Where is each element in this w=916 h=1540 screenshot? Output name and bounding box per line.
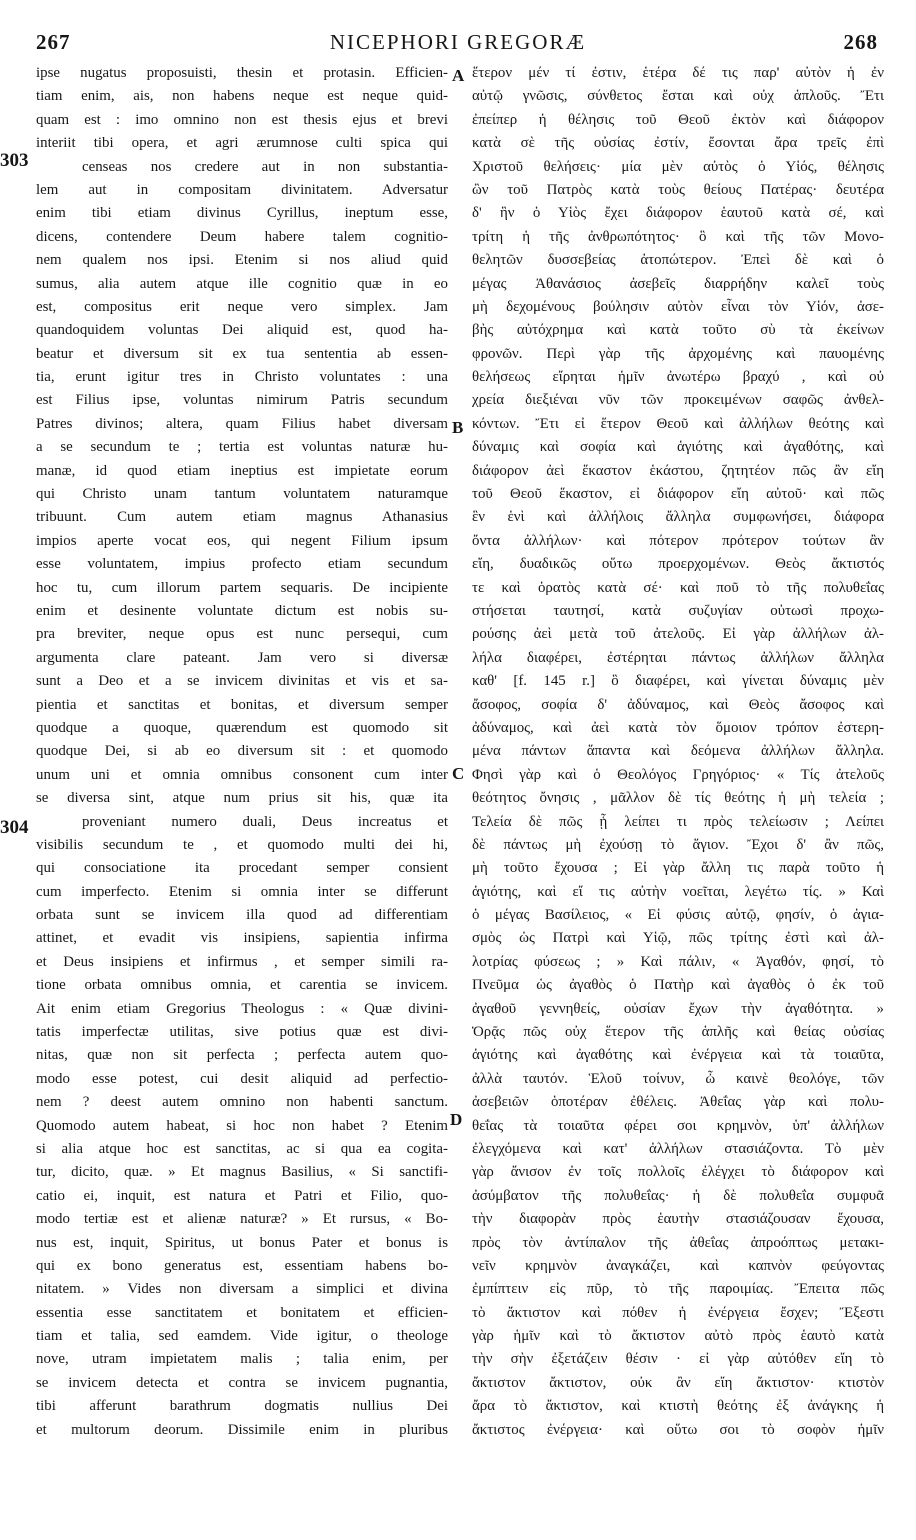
text-line: ρούσης ἀεὶ μετὰ τοῦ ἀτελοῦς. Εἰ γὰρ ἀλλήλων ἀλ- xyxy=(472,626,884,643)
text-line: nem ? deest autem omnino non habenti sanctum. xyxy=(36,1094,448,1111)
text-line: φρονῶν. Περὶ γὰρ τῆς ἀρχομένης καὶ παυομένης xyxy=(472,345,884,362)
text-line: proveniant numero duali, Deus increatus et xyxy=(82,813,448,830)
running-title: NICEPHORI GREGORÆ xyxy=(329,30,587,54)
text-line: δὲ πάντως μὴ ἐχούσῃ τὸ ἅγιον. Ἔχοι δ' ἂν πῶς, xyxy=(472,836,884,853)
text-line: λοτρίας φύσεως ; » Καὶ πάλιν, « Ἀγαθόν, φησί, τὸ xyxy=(472,953,884,970)
text-line: Φησὶ γὰρ καὶ ὁ Θεολόγος Γρηγόριος· « Τίς ἀτελοῦς xyxy=(472,766,884,783)
text-line: ἐλεγχόμενα καὶ κατ' ἀλλήλων στασιάζοντα. Τὸ μὲν xyxy=(472,1140,884,1157)
text-line: διάφορον ἀεὶ ἕκαστον ἑκάστου, ζητητέον πῶς ἂν εἴη xyxy=(472,462,884,479)
text-line: tia, erunt igitur tres in Christo voluntates : una xyxy=(36,369,448,386)
text-line: enim tibi etiam divinus Cyrillus, ineptum esse, xyxy=(36,205,448,222)
text-line: θελητῶν δυσσεβείας ἀτοπώτερον. Ἐπεὶ δὲ καὶ ὁ xyxy=(472,252,884,269)
text-line: nitatem. » Vides non diversam a simplici et divina xyxy=(36,1281,448,1298)
text-line: μὴ τοῦτο ἔχουσα ; Εἰ γὰρ ἄλλη τις παρὰ τοῦτο ἡ xyxy=(472,860,884,877)
text-line: Πνεῦμα ὡς ἀγαθὸς ὁ Πατὴρ καὶ ἀγαθὸς ὁ ἐκ τοῦ xyxy=(472,977,884,994)
text-line: λήλα διαφέρει, ἐστέρηται πάντως ἀλλήλων ἄλληλα xyxy=(472,649,884,666)
text-line: αὐτῷ γνῶσις, σύνθετος ἔσται καὶ οὐχ ἁπλοῦς. Ἔτι xyxy=(472,88,884,105)
text-line: στήσεται ταυτησί, κατὰ συζυγίαν οὑτωσὶ προχω- xyxy=(472,602,884,619)
text-line: Quomodo autem habeat, si hoc non habet ? Etenim xyxy=(36,1117,448,1134)
text-line: est Filius ipse, voluntas nimirum Patris secundum xyxy=(36,392,448,409)
text-line: ἀλλὰ ταυτόν. Ἑλοῦ τοίνυν, ὦ καινὲ θεολόγε, τῶν xyxy=(472,1070,884,1087)
text-line: ὁ μέγας Βασίλειος, « Εἰ φύσις αὐτῷ, φησίν, ὁ ἁγια- xyxy=(472,907,884,924)
text-line: ἄκτιστος ἐνέργεια· καὶ οὕτω σοι τὸ σοφὸν ἡμῖν xyxy=(472,1421,884,1438)
text-line: tribuunt. Cum autem etiam magnus Athanasius xyxy=(36,509,448,526)
text-line: ἓν ἑνὶ καὶ ἀλλήλοις ἄλληλα συμφωνήσει, διάφορα xyxy=(472,509,884,526)
text-line: ἀγαθοῦ γεννηθείς, οὐσίαν ἔχων τὴν ἀγαθότητα. » xyxy=(472,1000,884,1017)
text-line: ἀδύναμος, καὶ ἀεὶ κατὰ τὸν ὅμοιον τρόπον ἐστερη- xyxy=(472,719,884,736)
text-line: πρὸς τὸν ἀντίπαλον τῆς ἀθεΐας ἀπροόπτως μετακι- xyxy=(472,1234,884,1251)
text-line: dicens, contendere Deum habere talem cognitio- xyxy=(36,228,448,245)
text-line: κατὰ σὲ τῆς οὐσίας ἐστίν, ἔσονται ἄρα τρεῖς ἐπὶ xyxy=(472,135,884,152)
latin-column xyxy=(36,62,448,1530)
text-line: tibi afferunt barathrum dogmatis nullius Dei xyxy=(36,1398,448,1415)
text-line: argumenta clare pateant. Jam vero si diversæ xyxy=(36,649,448,666)
text-line: tione orbata omnibus omnia, et carentia se invicem. xyxy=(36,977,448,994)
text-line: nove, utram impietatem malis ; talia enim, per xyxy=(36,1351,448,1368)
text-line: θελήσεως εἴρηται ἡμῖν ἀνωτέρω βραχύ , καὶ οὐ xyxy=(472,369,884,386)
text-line: quam est : imo omnino non est thesis ejus et brevi xyxy=(36,111,448,128)
text-line: τὴν διαφορὰν πρὸς ἑαυτὴν στασιάζουσαν ἔχουσα, xyxy=(472,1211,884,1228)
text-line: sunt a Deo et a se invicem divinitas et vis et sa- xyxy=(36,673,448,690)
margin-number: 303 xyxy=(0,150,29,171)
text-line: βὴς αὐτόχρημα καὶ κατὰ τοῦτο σὺ τὰ ἐκείνων xyxy=(472,322,884,339)
text-line: se diversa sint, atque num prius sit his, quæ ita xyxy=(36,790,448,807)
text-line: κόντων. Ἔτι εἰ ἕτερον Θεοῦ καὶ ἀλλήλων θεότης καὶ xyxy=(472,415,884,432)
text-line: Ait enim etiam Gregorius Theologus : « Quæ divini- xyxy=(36,1000,448,1017)
text-line: qui Christo unam tantum voluntatem naturamque xyxy=(36,486,448,503)
section-letter: A xyxy=(452,66,465,85)
text-line: lem aut in compositam divinitatem. Adversatur xyxy=(36,181,448,198)
text-line: nem qualem nos ipsi. Etenim si nos aliud quid xyxy=(36,252,448,269)
text-line: τὴν σὴν ἐξετάζειν θέσιν · εἰ γὰρ αὐτόθεν εἴη τὸ xyxy=(472,1351,884,1368)
text-line: ἄρα τὸ ἄκτιστον, καὶ κτιστὴ θεότης ἐξ ἀνάγκης ἡ xyxy=(472,1398,884,1415)
text-line: tatis imperfectæ utilitas, sive potius quæ est divi- xyxy=(36,1024,448,1041)
text-line: τρίτη ἡ τῆς ἀνθρωπότητος· ὃ καὶ τῆς τῶν Μονο- xyxy=(472,228,884,245)
text-line: pra breviter, neque opus est nunc persequi, cum xyxy=(36,626,448,643)
text-line: quandoquidem voluntas Dei aliquid est, quod ha- xyxy=(36,322,448,339)
section-letter: C xyxy=(452,764,465,783)
text-line: est, compositus erit neque vero simplex. Jam xyxy=(36,298,448,315)
text-line: tur, dicito, quæ. » Et magnus Basilius, « Si sanctifi- xyxy=(36,1164,448,1181)
greek-column xyxy=(472,62,884,1530)
text-line: si alia atque hoc est sanctitas, ac si qua ea cogita- xyxy=(36,1140,448,1157)
text-line: θεότητος ὄνησις , μᾶλλον δὲ τίς θεότης ἡ μὴ τελεία ; xyxy=(472,790,884,807)
text-line: quodque Dei, si ab eo diversum sit : et quomodo xyxy=(36,743,448,760)
text-line: hoc tu, cum illorum partem sequaris. De incipiente xyxy=(36,579,448,596)
text-line: θεΐας τὰ τοιαῦτα φέρει σοι κρημνὸν, ὑπ' ἀλλήλων xyxy=(472,1117,884,1134)
text-line: καθ' [f. 145 r.] ὃ διαφέρει, καὶ γίνεται δύναμις μὲν xyxy=(472,673,884,690)
text-line: ἁγιότης καὶ ἀγαθότης καὶ ἐνέργεια καὶ τὰ τοιαῦτα, xyxy=(472,1047,884,1064)
text-line: sumus, alia autem atque ille cognitio quæ in eo xyxy=(36,275,448,292)
text-line: τοῦ Θεοῦ ἕκαστον, εἰ διάφορον εἴη αὐτοῦ· καὶ πῶς xyxy=(472,486,884,503)
text-line: tiam enim, ais, non habens neque est neque quid- xyxy=(36,88,448,105)
text-line: censeas nos credere aut in non substantia- xyxy=(82,158,448,175)
text-line: modo tertiæ est et alienæ naturæ? » Et rursus, « Bo- xyxy=(36,1211,448,1228)
text-line: γὰρ ἡμῖν καὶ τὸ ἄκτιστον αὐτὸ πρὸς ἑαυτὸ κατὰ xyxy=(472,1328,884,1345)
text-line: interiit tibi opera, et agri ærumnose culti spica qui xyxy=(36,135,448,152)
text-line: quodque a quoque, quærendum est quomodo sit xyxy=(36,719,448,736)
page-number-left: 267 xyxy=(36,30,71,54)
text-line: attinet, et evadit vis insipiens, sapientia infirma xyxy=(36,930,448,947)
text-line: Τελεία δὲ πῶς ᾗ λείπει τι πρὸς τελείωσιν ; Λείπει xyxy=(472,813,884,830)
text-line: tiam et talia, sed eamdem. Vide igitur, o theologe xyxy=(36,1328,448,1345)
text-line: Patres divinos; altera, quam Filius habet diversam xyxy=(36,415,448,432)
text-line: pientia et sanctitas et bonitas, et diversum semper xyxy=(36,696,448,713)
text-line: orbata sunt se invicem illa quod ad differentiam xyxy=(36,907,448,924)
text-line: ἐμπίπτειν εἰς πῦρ, τὸ τῆς παροιμίας. Ἔπειτα πῶς xyxy=(472,1281,884,1298)
text-line: ὢν τοῦ Πατρὸς κατὰ τοὺς θείους Πατέρας· δευτέρα xyxy=(472,181,884,198)
text-line: qui consociatione ita procedant semper consient xyxy=(36,860,448,877)
text-line: et Deus insipiens et infirmus , et semper simili ra- xyxy=(36,953,448,970)
text-line: τὸ ἄκτιστον καὶ πόθεν ἡ ἐνέργεια ἔσχεν; Ἔξεστι xyxy=(472,1304,884,1321)
text-line: εἴη, δυαδικῶς οὕτω προερχομένων. Θεὸς ἄκτιστός xyxy=(472,556,884,573)
text-line: et multorum deorum. Dissimile enim in pluribus xyxy=(36,1421,448,1438)
text-line: manæ, id quod etiam ineptius est impietate eorum xyxy=(36,462,448,479)
text-line: γὰρ ἄνισον ἐν τοῖς πολλοῖς ἐλέγχει τὸ διάφορον καὶ xyxy=(472,1164,884,1181)
text-line: ἕτερον μέν τί ἐστιν, ἑτέρα δέ τις παρ' αὐτὸν ἡ ἐν xyxy=(472,65,884,81)
text-line: ἄσοφος, σοφία δ' ἀδύναμος, καὶ Θεὸς ἄσοφος καὶ xyxy=(472,696,884,713)
section-letter: D xyxy=(450,1110,463,1129)
text-line: visibilis secundum te , et quomodo multi dei hi, xyxy=(36,836,448,853)
text-line: Ὁρᾷς πῶς οὐχ ἕτερον τῆς ἁπλῆς καὶ θείας οὐσίας xyxy=(472,1024,884,1041)
text-line: ἄκτιστον ἄκτιστον, οὐκ ἂν εἴη ἄκτιστον· κτιστὸν xyxy=(472,1374,884,1391)
text-line: unum uni et omnia omnibus consonent cum inter xyxy=(36,766,448,783)
text-line: μέγας Ἀθανάσιος ἀσεβεῖς διαρρήδην καλεῖ τοὺς xyxy=(472,275,884,292)
text-line: δ' ἣν ὁ Υἱὸς ἔχει διάφορον ἑαυτοῦ κατὰ σέ, καὶ xyxy=(472,205,884,222)
text-line: ipse nugatus proposuisti, thesin et protasin. Efficien- xyxy=(36,65,448,81)
page-number-right: 268 xyxy=(843,30,878,54)
text-line: modo esse potest, cui desit aliquid ad perfectio- xyxy=(36,1070,448,1087)
text-line: se invicem detecta et contra se invicem pugnantia, xyxy=(36,1374,448,1391)
text-line: μὴ δεχομένους βούλησιν αὐτὸν εἶναι τὸν Υἱόν, ἀσε- xyxy=(472,298,884,315)
text-line: μένα πάντων ἅπαντα καὶ δεόμενα ἀλλήλων ἄλληλα. xyxy=(472,743,884,760)
text-line: νεῖν κρημνὸν ἀναγκάζει, καὶ καπνὸν φεύγοντας xyxy=(472,1257,884,1274)
text-line: nus est, inquit, Spiritus, ut bonus Pater et bonus is xyxy=(36,1234,448,1251)
text-line: catio ei, inquit, est natura et Patri et Filio, quo- xyxy=(36,1187,448,1204)
text-line: δύναμις καὶ σοφία καὶ ἁγιότης καὶ ἀγαθότης, καὶ xyxy=(472,439,884,456)
text-line: χρεία διεξιέναι νῦν τῶν προκειμένων σαφῶς ἀνθελ- xyxy=(472,392,884,409)
text-line: beatur et diversum sit ex tua sententia ab essen- xyxy=(36,345,448,362)
text-line: ἀσεβειῶν ὁποτέραν ἐθέλεις. Ἀθεΐας γὰρ καὶ πολυ- xyxy=(472,1094,884,1111)
text-line: impios aperte vocat eos, qui negent Filium ipsum xyxy=(36,532,448,549)
text-line: esse voluntatem, impius profecto etiam secundum xyxy=(36,556,448,573)
text-line: τε καὶ ὁρατὸς κατὰ σέ· καὶ ποῦ τὸ τῆς πολυθεΐας xyxy=(472,579,884,596)
text-line: ἀσύμβατον τῆς πολυθεΐας· ἡ δὲ πολυθεΐα συμφυᾶ xyxy=(472,1187,884,1204)
text-line: σμὸς ὡς Πατρὶ καὶ Υἱῷ, πῶς τρίτης ἐστὶ καὶ ἀλ- xyxy=(472,930,884,947)
text-line: ἁγιότης, καὶ εἴ τις αὐτὴν νοεῖται, λεγέτω τίς. » Καὶ xyxy=(472,883,884,900)
margin-number: 304 xyxy=(0,817,29,838)
text-line: nitas, quæ non sit perfecta ; perfecta autem quo- xyxy=(36,1047,448,1064)
text-line: ἐπείπερ ἡ θέλησις τοῦ Θεοῦ ἐκτὸν καὶ διάφορον xyxy=(472,111,884,128)
text-line: enim et desinente voluntate dictum est nobis su- xyxy=(36,602,448,619)
section-letter: B xyxy=(452,418,464,437)
text-line: essentia esse sanctitatem et bonitatem et efficien- xyxy=(36,1304,448,1321)
text-line: ὄντα ἀλλήλων· καὶ πότερον πρότερον τούτων ἂν xyxy=(472,532,884,549)
text-line: a se secundum te ; tertia est voluntas naturæ hu- xyxy=(36,439,448,456)
text-line: Χριστοῦ θελήσεις· μία μὲν αὐτὸς ὁ Υἱός, θέλησις xyxy=(472,158,884,175)
text-line: qui ex bono generatus est, essentiam habens bo- xyxy=(36,1257,448,1274)
text-line: cum imperfecto. Etenim si omnia inter se differunt xyxy=(36,883,448,900)
